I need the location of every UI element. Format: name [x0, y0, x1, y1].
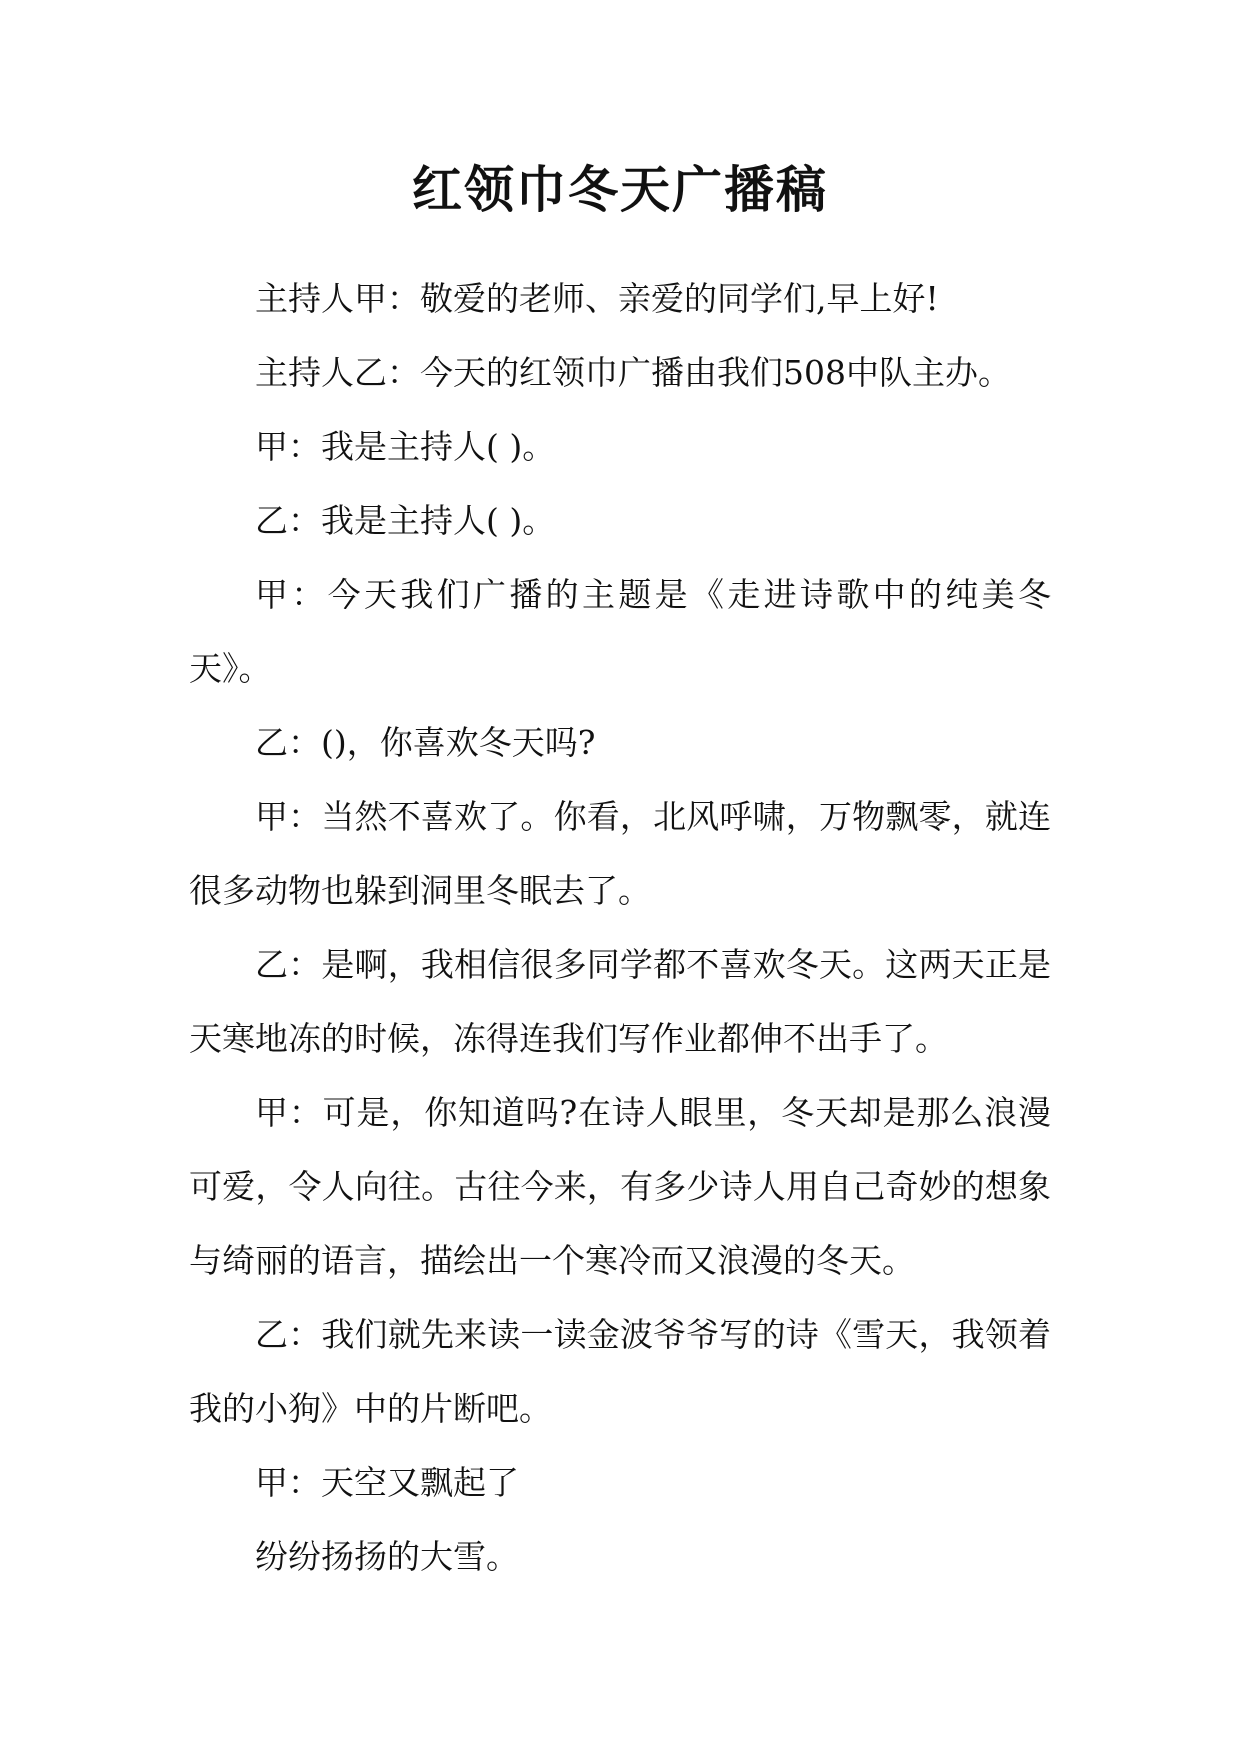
paragraph: 纷纷扬扬的大雪。 — [255, 1537, 519, 1576]
paragraph: 甲：我是主持人( )。 — [255, 427, 556, 466]
document-title: 红领巾冬天广播稿 — [412, 160, 828, 219]
paragraph: 甲：今天我们广播的主题是《走进诗歌中的纯美冬天》。 — [189, 575, 1051, 688]
paragraph: 甲：天空又飘起了 — [255, 1463, 519, 1502]
paragraph: 主持人甲：敬爱的老师、亲爱的同学们,早上好! — [255, 279, 939, 318]
paragraph: 乙：()，你喜欢冬天吗? — [255, 723, 596, 762]
paragraph: 甲：当然不喜欢了。你看，北风呼啸，万物飘零，就连很多动物也躲到洞里冬眠去了。 — [189, 797, 1051, 910]
paragraph: 主持人乙：今天的红领巾广播由我们508中队主办。 — [255, 353, 1011, 392]
paragraph: 甲：可是，你知道吗?在诗人眼里，冬天却是那么浪漫可爱，令人向往。古往今来，有多少诗人用自己奇妙的想象与绮丽的语言，描绘出一个寒冷而又浪漫的冬天。 — [189, 1093, 1051, 1280]
paragraph: 乙：我是主持人( )。 — [255, 501, 556, 540]
paragraph: 乙：是啊，我相信很多同学都不喜欢冬天。这两天正是天寒地冻的时候，冻得连我们写作业都伸不出手了。 — [189, 945, 1051, 1058]
paragraph: 乙：我们就先来读一读金波爷爷写的诗《雪天，我领着我的小狗》中的片断吧。 — [189, 1315, 1051, 1428]
document-body — [189, 262, 1051, 1594]
